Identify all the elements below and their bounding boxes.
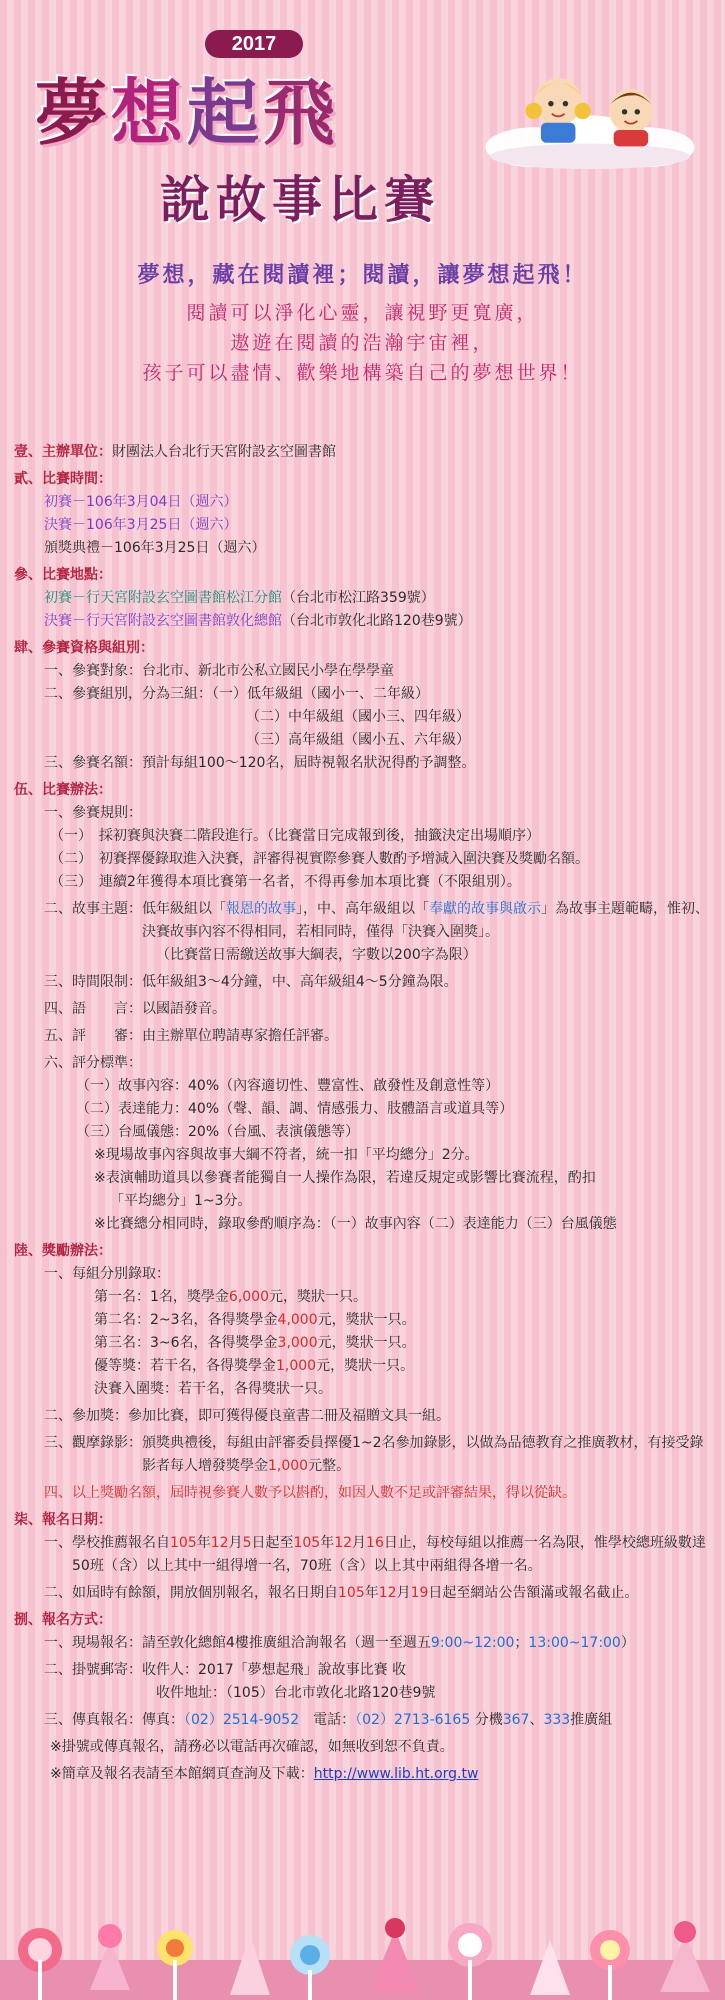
eligibility-line: （三）高年級組（國小五、六年級） — [246, 732, 470, 748]
section-title: 壹、主辦單位： — [14, 444, 112, 460]
year-badge: 2017 — [205, 30, 303, 58]
venue-final-address: （台北市敦化北路120巷9號） — [282, 613, 472, 629]
rules-content — [14, 437, 714, 1786]
hero-banner — [0, 0, 725, 400]
phone-number: （02）2713-6165 — [355, 1712, 471, 1728]
time-limit: 三、時間限制：低年級組3～4分鐘，中、高年級組4～5分鐘為限。 — [44, 974, 458, 990]
title-char-3: 起 — [187, 70, 264, 155]
section-title: 貳、比賽時間： — [14, 471, 112, 487]
award-finalist: 決賽入圍獎：若干名，各得獎狀一只。 — [94, 1381, 332, 1397]
theme-note: （比賽當日需繳送故事大綱表，字數以200字為限） — [156, 947, 477, 963]
event-title — [35, 55, 339, 159]
slogan: 夢想，藏在閱讀裡；閱讀，讓夢想起飛！ — [137, 262, 588, 288]
scoring-note: ※比賽總分相同時，錄取參酌順序為：（一）故事內容（二）表達能力（三）台風儀態 — [94, 1216, 617, 1232]
onsite-registration: 一、現場報名：請至敦化總館4樓推廣組洽詢報名（週一至週五9:00~12:00；13:00~17:00） — [44, 1635, 635, 1651]
poem-line: 孩子可以盡情、歡樂地構築自己的夢想世界！ — [142, 362, 583, 384]
section-schedule — [14, 468, 714, 560]
scoring-item: （一）故事內容：40%（內容適切性、豐富性、啟發性及創意性等） — [76, 1078, 500, 1094]
mail-address: 收件地址：（105）台北市敦化北路120巷9號 — [156, 1685, 436, 1701]
venue-prelim-address: （台北市松江路359號） — [282, 590, 435, 606]
theme-block — [14, 898, 714, 944]
individual-registration: 二、如屆時有餘額，開放個別報名，報名日期自105年12月19日起至網站公告額滿或報名截止。 — [44, 1585, 639, 1601]
venue-final: 決賽－行天宮附設玄空圖書館敦化總館 — [44, 613, 282, 629]
section-title: 肆、參賽資格與組別： — [14, 640, 154, 656]
section-venue — [14, 564, 714, 633]
schedule-final: 決賽－106年3月25日（週六） — [44, 517, 238, 533]
award-merit: 優等獎：若干名，各得獎學金1,000元，獎狀一只。 — [94, 1358, 415, 1374]
participation-award: 二、參加獎：參加比賽，即可獲得優良童書二冊及福贈文具一組。 — [44, 1408, 450, 1424]
scoring-note: ※現場故事內容與故事大綱不符者，統一扣「平均總分」2分。 — [94, 1147, 479, 1163]
section-title: 伍、比賽辦法： — [14, 782, 112, 798]
eligibility-line: 二、參賽組別，分為三組：（一）低年級組（國小一、二年級） — [44, 686, 429, 702]
scoring-note: ※表演輔助道具以參賽者能獨自一人操作為限，若違反規定或影響比賽流程，酌扣 — [94, 1170, 596, 1186]
section-title: 柒、報名日期： — [14, 1512, 112, 1528]
download-note: ※簡章及報名表請至本館網頁查詢及下載：http://www.lib.ht.org.tw — [50, 1766, 479, 1782]
school-registration: 一、 學校推薦報名自105年12月5日起至105年12月16日止，每校每組以推薦一名為限，惟學校總班級數達50班（含）以上其中一組得增一名，70班（含）以上其中兩組得各增一名。 — [44, 1535, 706, 1574]
schedule-prelim: 初賽－106年3月04日（週六） — [44, 494, 238, 510]
scoring-item: （二）表達能力：40%（聲、韻、調、情感張力、肢體語言或道具等） — [76, 1101, 514, 1117]
schedule-award: 頒獎典禮－106年3月25日（週六） — [44, 540, 266, 556]
section-awards — [14, 1240, 714, 1505]
fax-registration: 三、傳真報名：傳真：（02）2514-9052 電話：（02）2713-6165 分機367、333推廣組 — [44, 1712, 613, 1728]
judges: 五、評 審：由主辦單位聘請專家擔任評審。 — [44, 1028, 338, 1044]
section-title: 參、比賽地點： — [14, 567, 112, 583]
section-organizer — [14, 441, 714, 464]
scoring-item: （三）台風儀態：20%（台風、表演儀態等） — [76, 1124, 360, 1140]
awards-head: 一、每組分別錄取： — [44, 1266, 170, 1282]
section-title: 陸、獎勵辦法： — [14, 1243, 112, 1259]
eligibility-line: （二）中年級組（國小三、四年級） — [246, 709, 470, 725]
theme-mid-high-grade: 奉獻的故事與啟示 — [429, 901, 541, 917]
language: 四、語 言：以國語發音。 — [44, 1001, 226, 1017]
section-eligibility — [14, 637, 714, 775]
organizer-text: 財團法人台北行天宮附設玄空圖書館 — [112, 444, 336, 460]
section-registration-dates — [14, 1509, 714, 1605]
video-recording: 三、觀摩錄影： 頒獎典禮後，每組由評審委員擇優1~2名參加錄影，以做為品德教育之推廣教材，有接受錄影者每人增發獎學金1,000元整。 — [44, 1435, 704, 1474]
section-registration-methods — [14, 1609, 714, 1786]
scoring-head: 六、評分標準： — [44, 1055, 142, 1071]
section-title: 捌、報名方式： — [14, 1612, 112, 1628]
title-char-1: 夢 — [35, 70, 112, 155]
theme-text: 低年級組以「報恩的故事」，中、高年級組以「奉獻的故事與啟示」為故事主題範疇，惟初、決賽故事內容不得相同，若相同時，僅得「決賽入圍獎」。 — [142, 901, 709, 940]
title-char-4: 飛 — [263, 70, 340, 155]
award-second: 第二名：2~3名，各得獎學金4,000元，獎狀一只。 — [94, 1312, 416, 1328]
award-first: 第一名：1名，獎學金6,000元，獎狀一只。 — [94, 1289, 368, 1305]
rule-item: （三） 連續2年獲得本項比賽第一名者，不得再參加本項比賽（不限組別）。 — [50, 874, 521, 890]
eligibility-line: 一、參賽對象：台北市、新北市公私立國民小學在學學童 — [44, 663, 394, 679]
eligibility-line: 三、參賽名額：預計每組100～120名，屆時視報名狀況得酌予調整。 — [44, 755, 476, 771]
registration-note: ※掛號或傳真報名，請務必以電話再次確認，如無收到恕不負責。 — [50, 1739, 454, 1755]
rule-item: （一） 採初賽與決賽二階段進行。（比賽當日完成報到後，抽籤決定出場順序） — [50, 828, 540, 844]
rules-head: 一、參賽規則： — [44, 805, 142, 821]
mail-registration: 二、掛號郵寄：收件人：2017「夢想起飛」說故事比賽 收 — [44, 1662, 407, 1678]
fax-number: （02）2514-9052 — [184, 1712, 300, 1728]
award-third: 第三名：3~6名，各得獎學金3,000元，獎狀一只。 — [94, 1335, 416, 1351]
theme-low-grade: 報恩的故事 — [226, 901, 296, 917]
title-char-2: 想 — [111, 70, 188, 155]
theme-label: 二、故事主題： — [44, 901, 142, 917]
intro-poem — [0, 298, 725, 388]
kids-on-cloud-illustration — [470, 70, 710, 170]
section-rules — [14, 779, 714, 1236]
poem-line: 遨遊在閱讀的浩瀚宇宙裡， — [230, 332, 495, 354]
rule-item: （二） 初賽擇優錄取進入決賽，評審得視實際參賽人數酌予增減入圍決賽及獎勵名額。 — [50, 851, 589, 867]
library-website-link[interactable]: http://www.lib.ht.org.tw — [313, 1766, 479, 1782]
awards-note: 四、以上獎勵名額，屆時視參賽人數予以斟酌，如因人數不足或評審結果，得以從缺。 — [44, 1485, 576, 1501]
candy-decoration — [0, 1900, 725, 2000]
venue-prelim: 初賽－行天宮附設玄空圖書館松江分館 — [44, 590, 282, 606]
event-subtitle: 說故事比賽 — [160, 170, 440, 229]
poem-line: 閱讀可以淨化心靈，讓視野更寬廣， — [186, 302, 539, 324]
scoring-note: 「平均總分」1~3分。 — [110, 1193, 252, 1209]
